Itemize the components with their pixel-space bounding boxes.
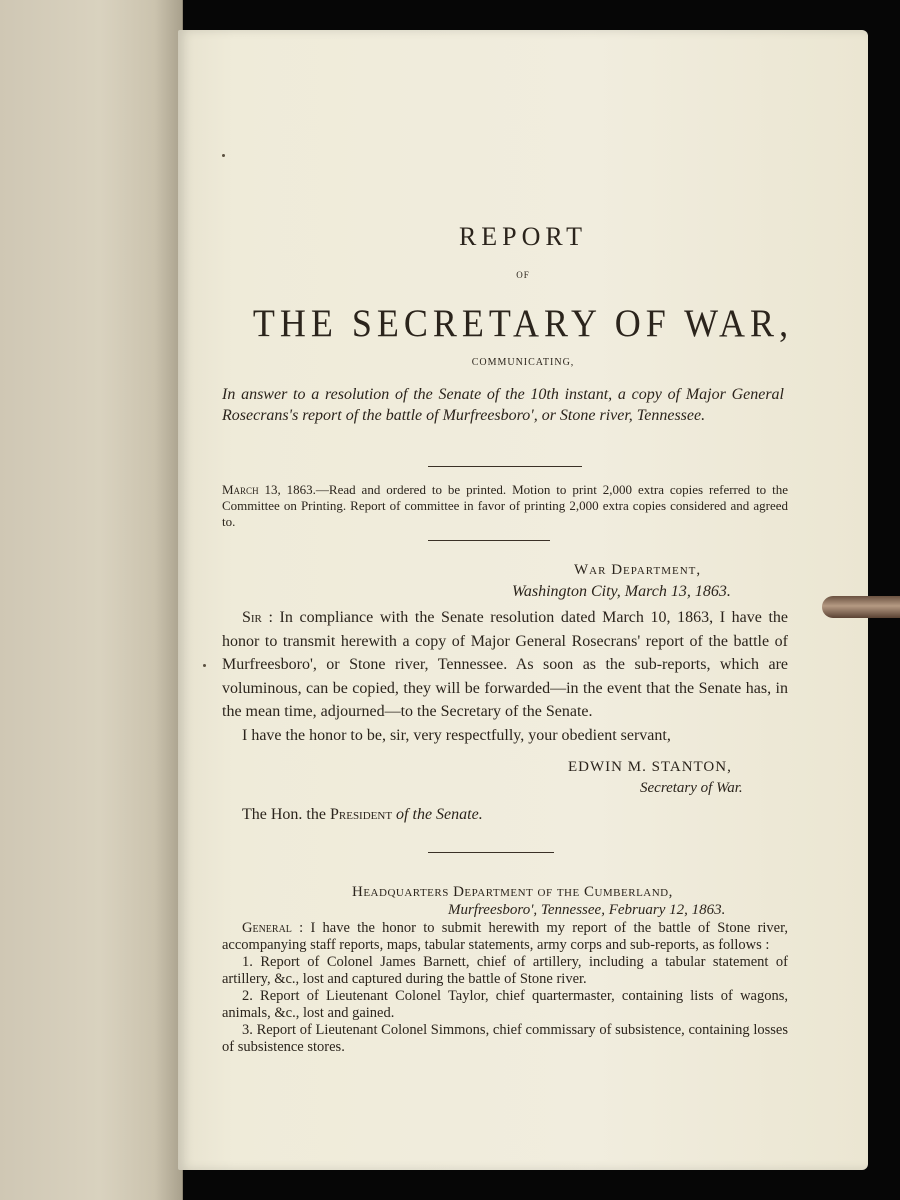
divider-rule: [428, 466, 582, 467]
title-main: THE SECRETARY OF WAR,: [252, 301, 794, 345]
letter-paragraph: [222, 606, 788, 724]
march-note: [222, 482, 788, 530]
signature-name: EDWIN M. STANTON,: [568, 759, 732, 775]
report-intro-text: I have the honor to submit herewith my report of the battle of Stone river, accompanying staff reports, maps, tabular statements, army corps and sub-reports, as follows :: [222, 920, 788, 953]
report-headquarters: Headquarters Department of the Cumberland,: [352, 884, 673, 900]
divider-rule: [428, 540, 550, 541]
title-communicating: COMMUNICATING,: [471, 357, 575, 368]
letter-salutation: Sir :: [242, 609, 273, 626]
report-dateline: Murfreesboro', Tennessee, February 12, 1863.: [448, 902, 726, 918]
letter-dateline: Washington City, March 13, 1863.: [512, 583, 731, 600]
report-item: 3. Report of Lieutenant Colonel Simmons, chief commissary of subsistence, containing losses of subsistence stores.: [222, 1022, 788, 1055]
march-note-date: March: [222, 482, 259, 497]
report-item: 1. Report of Colonel James Barnett, chief of artillery, including a tabular statement of artillery, &c., lost and captured during the battle of Stone river.: [222, 954, 788, 987]
bookmark-tab: [822, 596, 900, 618]
addressee-prefix: The Hon. the: [242, 806, 330, 823]
letter-closing: I have the honor to be, sir, very respectfully, your obedient servant,: [242, 726, 671, 744]
march-note-text: 13, 1863.—Read and ordered to be printed. Motion to print 2,000 extra copies referred to the Committee on Printing. Report of committee in favor of printing 2,000 extra copies considered and agreed to.: [222, 482, 788, 529]
report-item: 2. Report of Lieutenant Colonel Taylor, chief quartermaster, containing lists of wagons, animals, &c., lost and gained.: [222, 988, 788, 1021]
title-report: REPORT: [458, 222, 588, 251]
report-intro: [222, 920, 788, 954]
addressee: [242, 806, 483, 824]
paper-speck: [203, 664, 206, 667]
letter-department: War Department,: [574, 562, 702, 578]
signature-title: Secretary of War.: [640, 780, 743, 796]
letter-text: In compliance with the Senate resolution dated March 10, 1863, I have the honor to transmit herewith a copy of Major General Rosecrans' report of the battle of Murfreesboro', or Stone river, Tennessee. As soon as the sub-reports, which are voluminous, can be copied, they will be forwarded—in the event that the Senate has, in the mean time, adjourned—to the Secretary of the Senate.: [222, 609, 789, 720]
addressee-president: President: [329, 806, 393, 823]
divider-rule: [428, 852, 554, 853]
title-of: OF: [516, 270, 530, 280]
report-salutation: General :: [242, 920, 304, 936]
addressee-suffix: of the Senate.: [396, 806, 483, 823]
left-page-edge: [0, 0, 183, 1200]
paper-speck: [222, 154, 225, 157]
subtitle: In answer to a resolution of the Senate of the 10th instant, a copy of Major General Rosecrans's report of the battle of Murfreesboro', or Stone river, Tennessee.: [222, 386, 784, 424]
report-body: [222, 920, 788, 1056]
letter-body: [222, 606, 788, 747]
